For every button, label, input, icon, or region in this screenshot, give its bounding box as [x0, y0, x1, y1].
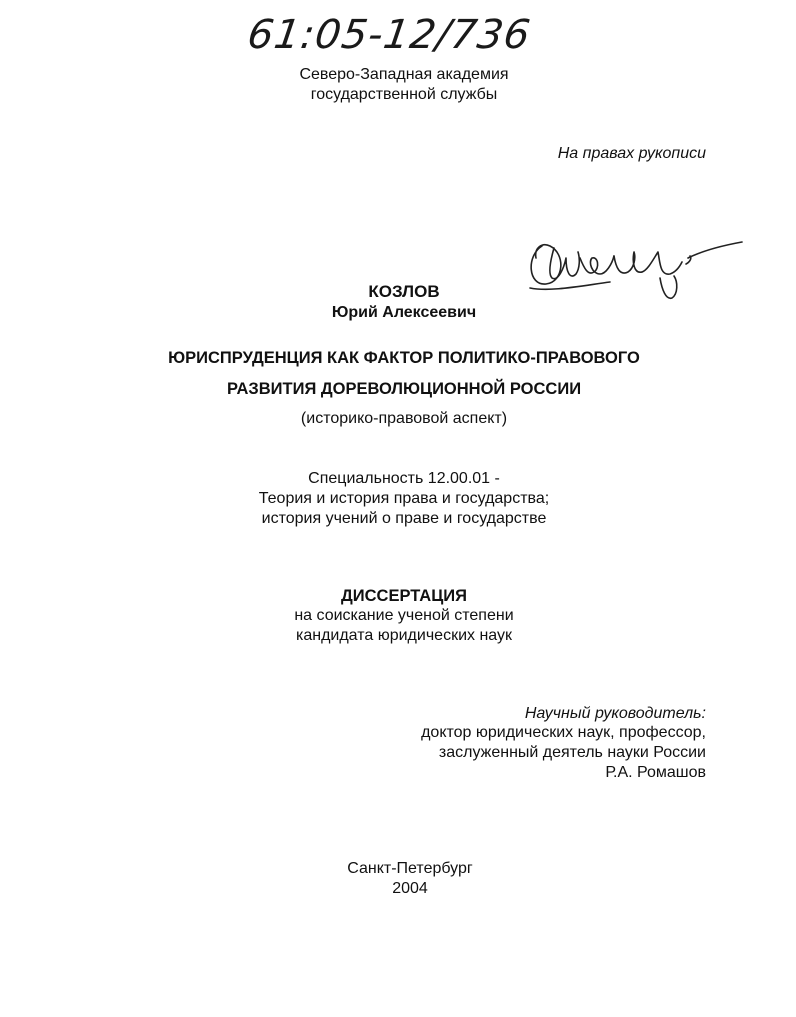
dissertation-line-1: на соискание ученой степени [294, 607, 514, 624]
title-line-2: РАЗВИТИЯ ДОРЕВОЛЮЦИОННОЙ РОССИИ [226, 380, 582, 398]
dissertation-heading: ДИССЕРТАЦИЯ [341, 587, 467, 605]
supervisor-line-2: заслуженный деятель науки России [438, 744, 706, 761]
supervisor-name: Р.А. Ромашов [605, 764, 706, 781]
footer-city: Санкт-Петербург [347, 860, 473, 877]
title-line-1: ЮРИСПРУДЕНЦИЯ КАК ФАКТОР ПОЛИТИКО-ПРАВОВОГО [168, 349, 640, 367]
author-name: Юрий Алексеевич [331, 304, 477, 321]
manuscript-note: На правах рукописи [557, 145, 706, 162]
supervisor-label: Научный руководитель: [524, 705, 706, 722]
author-surname: КОЗЛОВ [368, 282, 440, 301]
specialty-line-1: Специальность 12.00.01 - [308, 470, 500, 487]
institution-line-1: Северо-Западная академия [299, 66, 509, 83]
title-subtitle: (историко-правовой аспект) [300, 410, 508, 427]
footer-year: 2004 [392, 880, 428, 897]
dissertation-line-2: кандидата юридических наук [295, 627, 512, 644]
archive-code: 61:05-12/736 [244, 12, 534, 58]
institution-line-2: государственной службы [310, 86, 498, 103]
specialty-line-2: Теория и история права и государства; [258, 490, 550, 507]
specialty-line-3: история учений о праве и государстве [261, 510, 547, 527]
supervisor-line-1: доктор юридических наук, профессор, [421, 724, 706, 741]
